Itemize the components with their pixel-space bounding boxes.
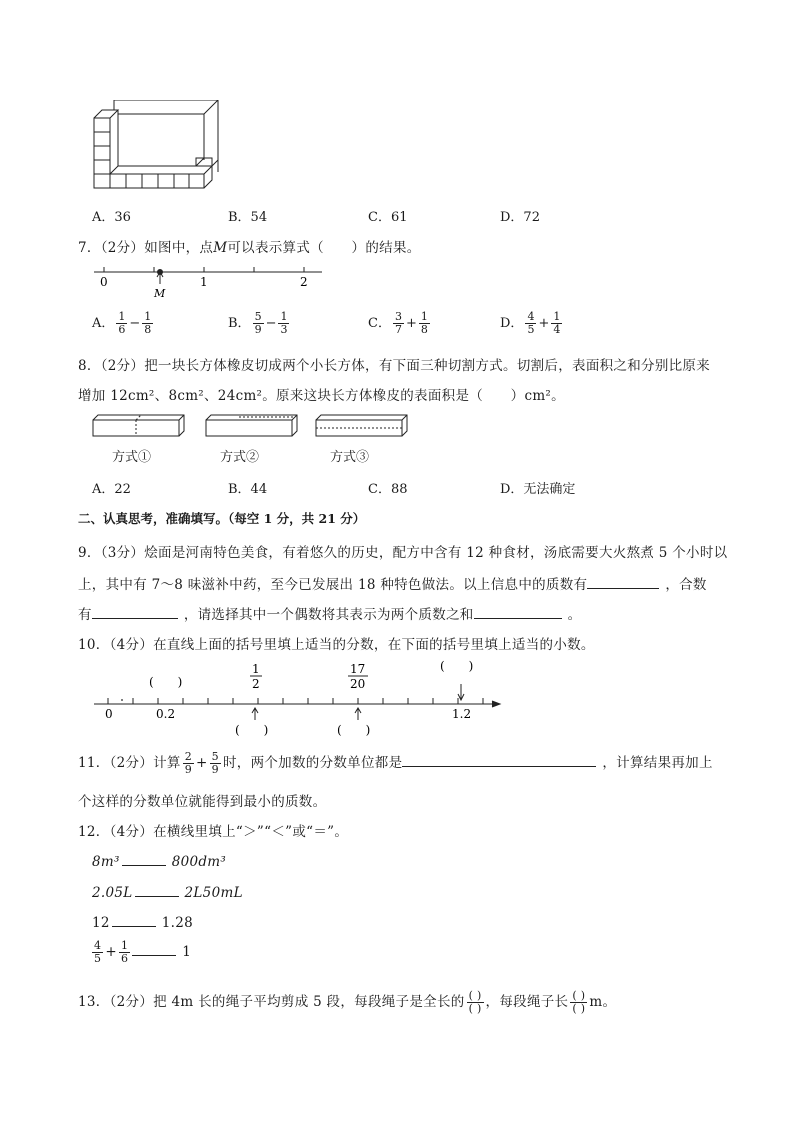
q13-pre: 13．（2分）把 4m 长的绳子平均剪成 5 段，每段绳子是全长的 [78,994,465,1010]
cube-box-figure [92,100,222,192]
q9-line2-text: 上，其中有 7～8 味滋补中药，至今已发展出 18 种特色做法。以上信息中的质数有 [78,577,588,593]
q7-option-a[interactable]: A． $\frac{1}{6}$ − $\frac{1}{8}$ [92,310,152,336]
q13-line [78,990,616,1015]
q9-blank-primes[interactable] [587,574,659,589]
q11-line1: 11．（2分）计算 $\frac{2}{9}$ + $\frac{5}{9}$ 时，两个加数的分数单位都是 ，计算结果再加上 [78,750,713,776]
q6-option-d[interactable]: D．72 [500,210,540,225]
q10-tick-12: 1.2 [452,707,472,721]
q6-option-a[interactable]: A．36 [92,210,131,225]
q8-caption-2: 方式② [220,450,260,465]
q7-option-c[interactable]: C． $\frac{3}{7}$ + $\frac{1}{8}$ [368,310,428,336]
q10-tick-02: 0.2 [156,707,176,721]
q7-stem-pre: 7．（2分）如图中，点 [78,240,214,256]
q13-unit: m。 [589,994,617,1010]
q10-number-line [90,656,510,740]
q9-blank-composites[interactable] [92,604,178,619]
q10-paren-bottom-2[interactable]: ( ) [337,723,371,737]
q9-line3-head: 有 [78,607,92,623]
q7-point-label: M [154,287,166,300]
q7-option-d[interactable]: D． $\frac{4}{5}$ + $\frac{1}{4}$ [500,310,561,336]
q7-option-b[interactable]: B． $\frac{5}{9}$ − $\frac{1}{3}$ [228,310,288,336]
q10-frac2-num: 17 [350,662,366,676]
q10-frac1-num: 1 [252,662,260,676]
q7-number-line [90,262,330,302]
q7-option-d-frac2: $\frac{1}{4}$ [553,310,561,336]
q9-line1: 9．（3分）烩面是河南特色美食，有着悠久的历史，配方中含有 12 种食材，汤底需要大火熬煮 5 个小时以 [78,545,728,561]
q9-line3-text: ，请选择其中一个偶数将其表示为两个质数之和 [183,607,474,623]
q13-frac-blank-1[interactable]: $\frac{( )}{( )}$ [468,989,482,1015]
q7-axis-label-2: 2 [300,275,308,289]
q7-option-a-letter: A． [92,316,115,331]
q7-option-c-frac1: $\frac{3}{7}$ [394,310,402,336]
q7-option-d-frac1: $\frac{4}{5}$ [527,310,535,336]
q12-blank-2[interactable] [135,882,179,897]
q12-row-1: 8m³ 800dm³ [92,851,226,870]
section-2-heading: 二、认真思考，准确填写。（每空 1 分，共 21 分） [78,511,366,526]
q7-option-b-letter: B． [228,316,251,331]
q8-stem-line2: 增加 12cm²、8cm²、24cm²。原来这块长方体橡皮的表面积是（ ）cm²。 [78,388,565,404]
q7-stem [78,236,421,256]
q6-option-b[interactable]: B．54 [228,210,268,225]
q8-caption-3: 方式③ [330,450,370,465]
q10-frac2-den: 20 [350,677,366,691]
q12-row-2: 2.05L 2L50mL [92,882,243,901]
q7-option-a-frac1: $\frac{1}{6}$ [118,310,126,336]
q10-paren-top-1[interactable]: ( ) [149,675,183,689]
q12-row-4: $\frac{4}{5}$ + $\frac{1}{6}$ 1 [94,939,192,965]
q8-option-d[interactable]: D．无法确定 [500,482,576,497]
q10-tick-0: 0 [105,707,113,721]
q9-line2-tail: ，合数 [665,577,707,593]
q9-line3-tail: 。 [567,607,582,623]
q9-blank-sum[interactable] [474,604,562,619]
q12-row4-frac2: $\frac{1}{6}$ [120,939,129,965]
q7-stem-post: 可以表示算式（ ）的结果。 [227,240,421,256]
q8-option-b[interactable]: B．44 [228,482,268,497]
q13-frac-blank-2[interactable]: $\frac{( )}{( )}$ [572,989,586,1015]
q13-mid: ，每段绳子长 [485,994,569,1010]
q12-blank-3[interactable] [112,912,156,927]
q12-row4-frac1: $\frac{4}{5}$ [94,939,102,965]
q7-option-b-frac1: $\frac{5}{9}$ [254,310,262,336]
q9-line3 [78,603,581,623]
q9-line2 [78,573,707,593]
q8-cut-figures [90,412,420,442]
q11-post: ，计算结果再加上 [602,755,713,771]
q7-option-a-frac2: $\frac{1}{8}$ [144,310,152,336]
q8-stem-line1: 8．（2分）把一块长方体橡皮切成两个小长方体，有下面三种切割方式。切割后，表面积之和分别比原来 [78,358,711,374]
q12-blank-1[interactable] [122,851,166,866]
q10-paren-top-2[interactable]: ( ) [440,659,474,673]
q7-option-d-letter: D． [500,316,524,331]
q6-option-c[interactable]: C．61 [368,210,408,225]
q7-option-b-frac2: $\frac{1}{3}$ [280,310,288,336]
q12-blank-4[interactable] [132,941,176,956]
q11-frac1: $\frac{2}{9}$ [184,750,193,776]
q11-pre: 11．（2分）计算 [78,755,181,771]
q11-frac2: $\frac{5}{9}$ [211,750,219,776]
q12-stem: 12．（4分）在横线里填上“＞”“＜”或“＝”。 [78,824,349,840]
q7-axis-label-0: 0 [100,275,108,289]
q11-line2: 个这样的分数单位就能得到最小的质数。 [78,794,327,810]
q12-row-3: 12 1.28 [92,912,193,931]
q7-point-m [157,269,163,275]
q11-blank-unit[interactable] [402,752,596,767]
q7-stem-var: M [213,240,228,256]
q10-paren-bottom-1[interactable]: ( ) [235,723,269,737]
q7-option-c-letter: C． [368,316,391,331]
q11-mid: 时，两个加数的分数单位都是 [222,755,403,771]
q7-axis-label-1: 1 [200,275,208,289]
q10-stem: 10．（4分）在直线上面的括号里填上适当的分数，在下面的括号里填上适当的小数。 [78,637,595,653]
q8-option-c[interactable]: C．88 [368,482,408,497]
q8-option-a[interactable]: A．22 [92,482,131,497]
q10-frac1-den: 2 [252,677,260,691]
q8-caption-1: 方式① [112,450,152,465]
q7-option-c-frac2: $\frac{1}{8}$ [420,310,428,336]
